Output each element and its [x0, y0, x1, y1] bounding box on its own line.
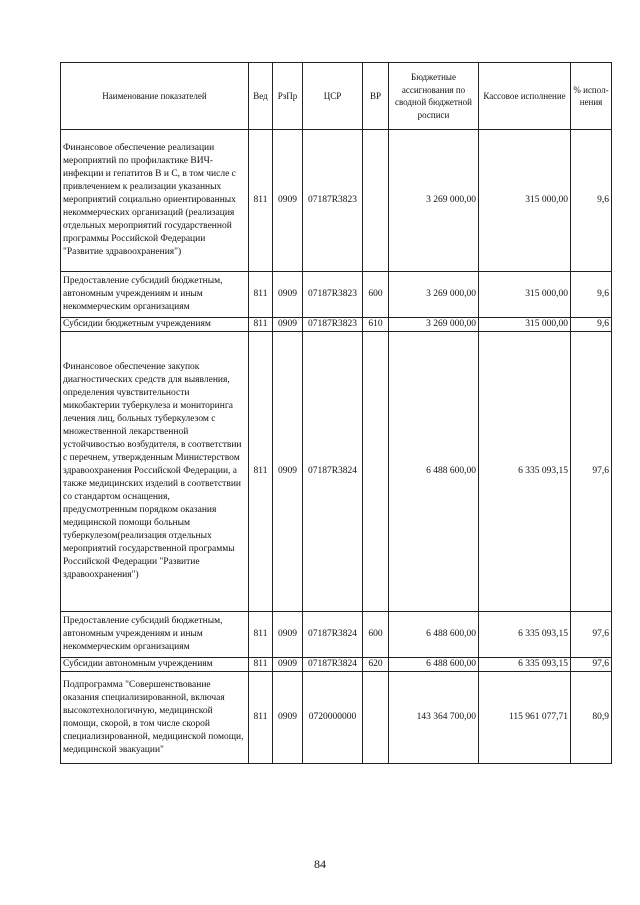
row-rzpr: 0909 [273, 272, 303, 318]
header-rzpr: РзПр [273, 63, 303, 130]
row-csr: 07187R3824 [303, 612, 363, 658]
header-csr: ЦСР [303, 63, 363, 130]
row-rzpr: 0909 [273, 612, 303, 658]
row-budget: 6 488 600,00 [389, 612, 479, 658]
row-cash: 6 335 093,15 [479, 332, 571, 612]
table-row [61, 318, 612, 332]
row-percent: 97,6 [571, 612, 612, 658]
header-percent: % испол-нения [571, 63, 612, 130]
table-row [61, 658, 612, 672]
row-percent: 9,6 [571, 318, 612, 332]
row-cash: 315 000,00 [479, 130, 571, 272]
row-rzpr: 0909 [273, 332, 303, 612]
row-vr: 620 [363, 658, 389, 672]
row-budget: 143 364 700,00 [389, 672, 479, 764]
row-ved: 811 [249, 658, 273, 672]
row-cash: 315 000,00 [479, 272, 571, 318]
row-percent: 9,6 [571, 272, 612, 318]
table-row [61, 130, 612, 272]
row-percent: 97,6 [571, 332, 612, 612]
row-name: Предоставление субсидий бюджетным, автономным учреждениям и иным некоммерческим организациям [61, 612, 249, 658]
row-csr: 07187R3824 [303, 658, 363, 672]
row-cash: 315 000,00 [479, 318, 571, 332]
row-ved: 811 [249, 130, 273, 272]
header-vr: ВР [363, 63, 389, 130]
row-name: Финансовое обеспечение закупок диагностических средств для выявления, определения чувствительности микобактерии туберкулеза и мониторинга лечения лиц, больных туберкулезом с множественной лекарственной устойчивостью возбудителя, в соответствии с перечнем, утвержденным Министерством здравоохранения Российской Федерации, а также медицинских изделий в соответствии со стандартом оснащения, предусмотренным порядком оказания медицинской помощи больным туберкулезом(реализация отдельных мероприятий государственной программы Российской Федерации "Развитие здравоохранения") [61, 332, 249, 612]
row-name: Субсидии автономным учреждениям [61, 658, 249, 672]
row-vr: 600 [363, 272, 389, 318]
row-ved: 811 [249, 318, 273, 332]
row-name: Субсидии бюджетным учреждениям [61, 318, 249, 332]
row-percent: 97,6 [571, 658, 612, 672]
header-cash: Кассовое исполнение [479, 63, 571, 130]
row-ved: 811 [249, 272, 273, 318]
row-csr: 07187R3823 [303, 130, 363, 272]
header-ved: Вед [249, 63, 273, 130]
table-row [61, 672, 612, 764]
row-vr [363, 130, 389, 272]
row-cash: 6 335 093,15 [479, 658, 571, 672]
row-cash: 115 961 077,71 [479, 672, 571, 764]
header-name: Наименование показателей [61, 63, 249, 130]
row-percent: 80,9 [571, 672, 612, 764]
row-name: Предоставление субсидий бюджетным, автономным учреждениям и иным некоммерческим организациям [61, 272, 249, 318]
row-budget: 3 269 000,00 [389, 130, 479, 272]
row-budget: 6 488 600,00 [389, 332, 479, 612]
row-csr: 07187R3824 [303, 332, 363, 612]
row-csr: 07187R3823 [303, 272, 363, 318]
row-budget: 3 269 000,00 [389, 318, 479, 332]
row-ved: 811 [249, 332, 273, 612]
row-vr: 610 [363, 318, 389, 332]
row-ved: 811 [249, 672, 273, 764]
header-budget: Бюджетные ассигнования по сводной бюджетной росписи [389, 63, 479, 130]
row-rzpr: 0909 [273, 318, 303, 332]
row-name: Финансовое обеспечение реализации мероприятий по профилактике ВИЧ-инфекции и гепатитов B и C, в том числе с привлечением к реализации указанных мероприятий социально ориентированных некоммерческих организаций (реализация отдельных мероприятий государственной программы Российской Федерации "Развитие здравоохранения") [61, 130, 249, 272]
row-rzpr: 0909 [273, 672, 303, 764]
row-ved: 811 [249, 612, 273, 658]
row-rzpr: 0909 [273, 658, 303, 672]
row-vr [363, 332, 389, 612]
row-rzpr: 0909 [273, 130, 303, 272]
row-cash: 6 335 093,15 [479, 612, 571, 658]
row-csr: 07187R3823 [303, 318, 363, 332]
row-vr [363, 672, 389, 764]
budget-execution-table [60, 62, 612, 764]
row-percent: 9,6 [571, 130, 612, 272]
table-row [61, 612, 612, 658]
row-budget: 6 488 600,00 [389, 658, 479, 672]
row-vr: 600 [363, 612, 389, 658]
table-header [61, 63, 612, 130]
row-csr: 0720000000 [303, 672, 363, 764]
table-row [61, 272, 612, 318]
row-budget: 3 269 000,00 [389, 272, 479, 318]
table-row [61, 332, 612, 612]
row-name: Подпрограмма "Совершенствование оказания специализированной, включая высокотехнологичную, медицинской помощи, скорой, в том числе скорой специализированной, медицинской помощи, медицинской эвакуации" [61, 672, 249, 764]
page-number: 84 [314, 857, 326, 871]
